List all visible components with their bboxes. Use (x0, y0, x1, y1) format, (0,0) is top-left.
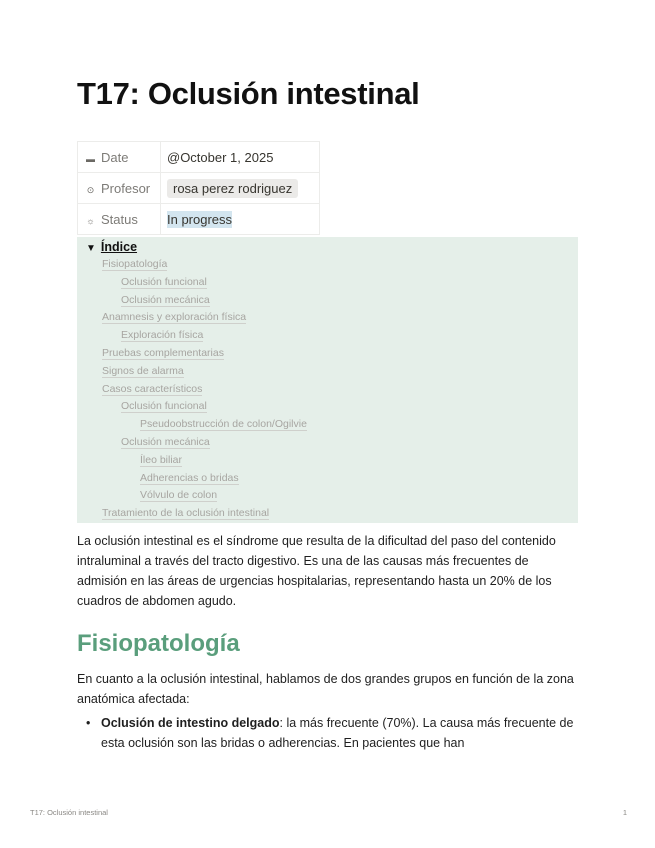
list-item (77, 713, 582, 753)
calendar-icon: ▬ (86, 153, 95, 164)
footer-title: T17: Oclusión intestinal (30, 808, 108, 817)
toc-link[interactable]: Pruebas complementarias (102, 346, 224, 359)
bullet-text: : la más frecuente (70%). La causa más frecuente de esta oclusión son las bridas o adherencias. En pacientes que han (101, 716, 574, 750)
toc-link[interactable]: Casos característicos (102, 382, 203, 395)
section-paragraph: En cuanto a la oclusión intestinal, hablamos de dos grandes grupos en función de la zona anatómica afectada: (77, 672, 574, 706)
bullet-bold-term: Oclusión de intestino delgado (101, 716, 280, 730)
status-value[interactable] (161, 204, 320, 235)
person-icon: ⊙ (86, 184, 95, 195)
toc-toggle[interactable] (86, 239, 578, 256)
toc-link[interactable]: Íleo biliar (140, 453, 183, 466)
toc-link[interactable]: Fisiopatología (102, 258, 168, 270)
toc-label: Índice (100, 240, 138, 254)
toc-link[interactable]: Oclusión mecánica (121, 293, 210, 306)
profesor-value[interactable] (161, 173, 320, 204)
toc-link[interactable]: Oclusión funcional (121, 275, 207, 288)
toc-list (86, 256, 578, 523)
property-key: Profesor (101, 180, 151, 196)
toc-link[interactable]: Tratamiento de la oclusión intestinal (102, 507, 270, 520)
status-badge: In progress (167, 211, 233, 227)
toc-link[interactable]: Adherencias o bridas (140, 471, 239, 484)
status-icon: ☼ (86, 215, 95, 226)
property-key: Status (101, 211, 138, 227)
page-title: T17: Oclusión intestinal (77, 76, 420, 111)
date-value[interactable]: @October 1, 2025 (161, 142, 320, 173)
toc-link[interactable]: Pseudoobstrucción de colon/Ogilvie (140, 418, 307, 431)
person-chip: rosa perez rodriguez (167, 179, 298, 198)
toc-link[interactable]: Anamnesis y exploración física (102, 311, 247, 324)
toc-link[interactable]: Vólvulo de colon (140, 489, 218, 502)
section-heading: Fisiopatología (77, 630, 240, 657)
property-profesor (78, 173, 320, 204)
toc-link[interactable]: Oclusión funcional (121, 400, 207, 413)
table-of-contents (77, 237, 578, 523)
properties-table (77, 141, 320, 235)
toc-link[interactable]: Exploración física (121, 329, 204, 342)
triangle-down-icon: ▼ (86, 243, 96, 254)
property-status (78, 204, 320, 235)
toc-link[interactable]: Signos de alarma (102, 364, 184, 377)
page-number: 1 (622, 808, 627, 817)
property-date (78, 142, 320, 173)
intro-paragraph: La oclusión intestinal es el síndrome que resulta de la dificultad del paso del contenido intraluminal a través del tracto digestivo. Es una de las causas más frecuentes de admisión en las áreas de urgencias hospitalarias, representando hasta un 20% de los cuadros de abdomen agudo. (77, 534, 556, 608)
property-key: Date (101, 149, 129, 165)
bullet-dot-icon: • (86, 716, 91, 730)
toc-link[interactable]: Oclusión mecánica (121, 435, 210, 448)
bullet-list (77, 713, 582, 753)
